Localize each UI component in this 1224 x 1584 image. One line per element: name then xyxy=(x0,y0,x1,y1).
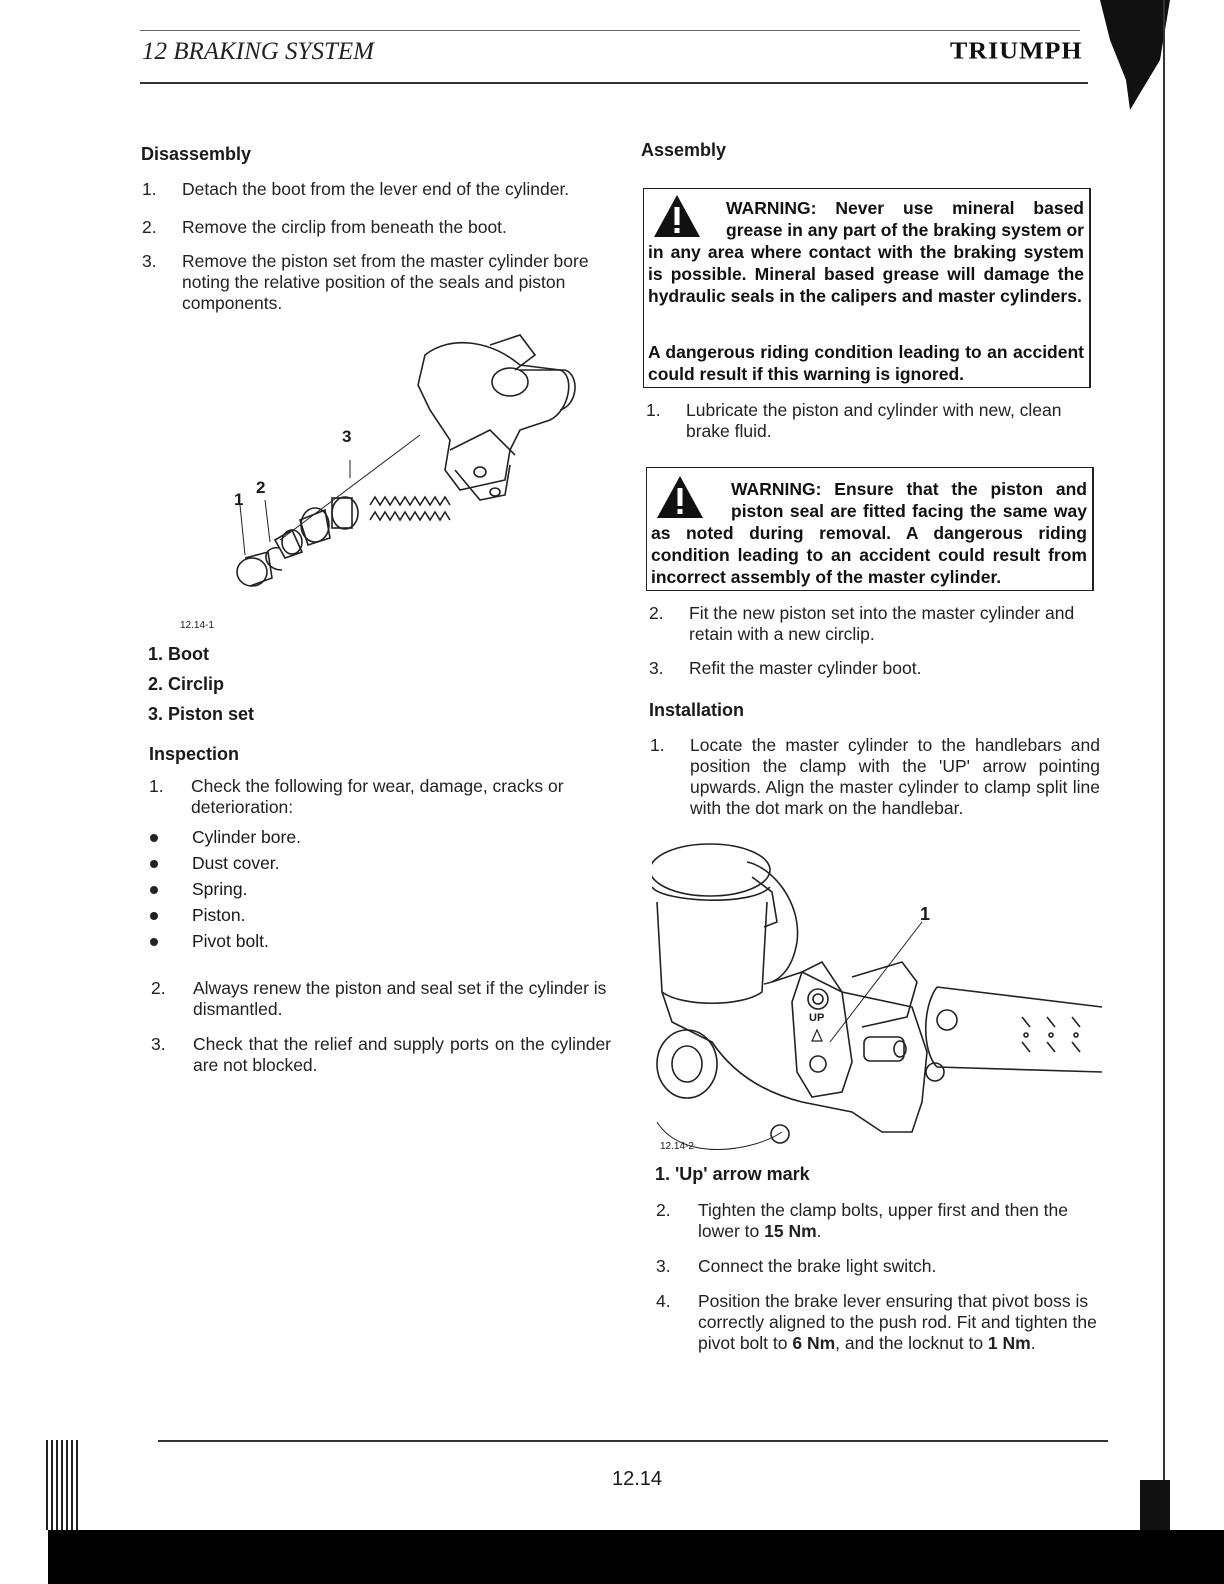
assembly-step-1 xyxy=(646,400,1094,444)
installation-step-1 xyxy=(650,735,1100,823)
assembly-step-2 xyxy=(649,603,1099,647)
legend-circlip: 2. Circlip xyxy=(148,674,225,694)
installation-step-4 xyxy=(656,1291,1108,1357)
warning-box-piston-orientation xyxy=(646,467,1094,591)
step-number: 3. xyxy=(151,1034,166,1054)
section-title: 12 BRAKING SYSTEM xyxy=(142,38,374,65)
callout-up-arrow: 1 xyxy=(920,904,931,924)
scan-edge-left xyxy=(46,1440,80,1530)
step-text-part: Position the brake lever ensuring that pivot boss is correctly aligned to the push rod. Fit and tighten the pivot bolt to xyxy=(698,1291,1097,1353)
triumph-logo: TRIUMPH xyxy=(950,36,1083,65)
step-number: 3. xyxy=(649,658,664,678)
disassembly-step-3 xyxy=(142,251,602,317)
page-edge-line xyxy=(1163,0,1165,1530)
step-number: 4. xyxy=(656,1291,671,1311)
step-number: 2. xyxy=(142,217,157,237)
bullet-text: Piston. xyxy=(192,905,246,925)
step-text xyxy=(698,1200,1108,1242)
bullet-cylinder-bore xyxy=(150,827,450,849)
installation-step-2 xyxy=(656,1200,1108,1244)
bullet-text: Pivot bolt. xyxy=(192,931,269,951)
page-number: 12.14 xyxy=(612,1468,663,1490)
step-text: Remove the circlip from beneath the boot. xyxy=(182,217,507,237)
callout-3: 3 xyxy=(342,427,352,446)
bullet-dust-cover xyxy=(150,853,450,875)
callout-1: 1 xyxy=(234,490,244,509)
step-text-part: Tighten the clamp bolts, upper first and then the lower to xyxy=(698,1200,1068,1241)
step-text: Refit the master cylinder boot. xyxy=(689,658,922,678)
inspection-step-1 xyxy=(149,776,599,820)
torque-value: 6 Nm xyxy=(792,1333,836,1353)
step-number: 1. xyxy=(650,735,665,755)
header-rule xyxy=(140,82,1088,84)
binding-shadow xyxy=(1090,0,1170,120)
step-text xyxy=(698,1291,1108,1354)
figure-master-cylinder-exploded xyxy=(220,330,600,600)
figure-2-ref: 12.14-2 xyxy=(660,1141,694,1152)
bullet-dot xyxy=(150,938,158,946)
disassembly-heading: Disassembly xyxy=(141,144,252,164)
step-number: 3. xyxy=(656,1256,671,1276)
installation-heading: Installation xyxy=(649,700,745,720)
step-text: Locate the master cylinder to the handlebars and position the clamp with the 'UP' arrow pointing upwards. Align the master cylinder to clamp split line with the dot mark on the handlebar. xyxy=(690,735,1100,818)
binding-shadow-bottom xyxy=(1140,1480,1170,1530)
step-text: Always renew the piston and seal set if the cylinder is dismantled. xyxy=(193,978,607,1019)
figure-2-caption: 1. 'Up' arrow mark xyxy=(655,1164,810,1184)
assembly-step-3 xyxy=(649,658,1099,680)
step-text: Check that the relief and supply ports on the cylinder are not blocked. xyxy=(193,1034,611,1075)
torque-value: 15 Nm xyxy=(764,1221,817,1241)
warning-body: Never use mineral based grease in any part of the braking system or in any area where contact with the braking system is possible. Mineral based grease will damage the hydraulic seals in the calipers and master cylinders. xyxy=(648,198,1084,306)
step-text: Detach the boot from the lever end of the cylinder. xyxy=(182,179,570,199)
inspection-step-3 xyxy=(151,1034,611,1078)
warning-1-text xyxy=(648,197,1084,307)
bullet-text: Cylinder bore. xyxy=(192,827,301,847)
step-text: Fit the new piston set into the master cylinder and retain with a new circlip. xyxy=(689,603,1075,644)
bullet-text: Spring. xyxy=(192,879,248,899)
step-text: Remove the piston set from the master cylinder bore noting the relative position of the seals and piston components. xyxy=(182,251,589,313)
bullet-piston xyxy=(150,905,450,927)
warning-label: WARNING: xyxy=(726,198,817,218)
step-number: 2. xyxy=(656,1200,671,1220)
bullet-pivot-bolt xyxy=(150,931,450,953)
step-text-part: . xyxy=(1030,1333,1036,1353)
step-number: 3. xyxy=(142,251,157,271)
bullet-text: Dust cover. xyxy=(192,853,280,873)
up-mark-text: UP xyxy=(809,1012,825,1024)
warning-box-mineral-grease xyxy=(643,188,1091,388)
header-rule-top xyxy=(140,30,1080,31)
warning-2-text xyxy=(651,478,1087,588)
bullet-spring xyxy=(150,879,450,901)
bullet-dot xyxy=(150,912,158,920)
step-text-part: , and the locknut to xyxy=(835,1333,988,1353)
warning-1-consequence: A dangerous riding condition leading to an accident could result if this warning is ignored. xyxy=(648,342,1084,384)
legend-boot: 1. Boot xyxy=(148,644,209,664)
torque-value: 1 Nm xyxy=(987,1333,1031,1353)
warning-body: Ensure that the piston and piston seal are fitted facing the same way as noted during removal. A dangerous riding condition leading to an accident could result from incorrect assembly of the master cylinder. xyxy=(651,479,1087,587)
inspection-step-2 xyxy=(151,978,611,1022)
figure-master-cylinder-installed xyxy=(652,832,1104,1158)
footer-rule xyxy=(158,1440,1108,1442)
step-number: 2. xyxy=(649,603,664,623)
bullet-dot xyxy=(150,886,158,894)
installation-step-3 xyxy=(656,1256,1108,1278)
warning-label: WARNING: xyxy=(731,479,822,499)
step-text-part: . xyxy=(816,1221,822,1241)
figure-1-ref: 12.14-1 xyxy=(180,620,214,631)
disassembly-step-1 xyxy=(142,179,602,201)
legend-piston-set: 3. Piston set xyxy=(148,704,255,724)
disassembly-step-2 xyxy=(142,217,602,239)
bullet-dot xyxy=(150,834,158,842)
step-number: 1. xyxy=(646,400,661,420)
inspection-heading: Inspection xyxy=(149,744,240,764)
callout-2: 2 xyxy=(256,478,266,497)
step-number: 1. xyxy=(142,179,157,199)
step-text: Check the following for wear, damage, cracks or deterioration: xyxy=(191,776,564,817)
scan-bottom-border xyxy=(48,1530,1224,1584)
step-text: Lubricate the piston and cylinder with new, clean brake fluid. xyxy=(686,400,1062,441)
bullet-dot xyxy=(150,860,158,868)
step-text: Connect the brake light switch. xyxy=(698,1256,937,1276)
step-number: 2. xyxy=(151,978,166,998)
step-number: 1. xyxy=(149,776,164,796)
assembly-heading: Assembly xyxy=(641,140,727,160)
